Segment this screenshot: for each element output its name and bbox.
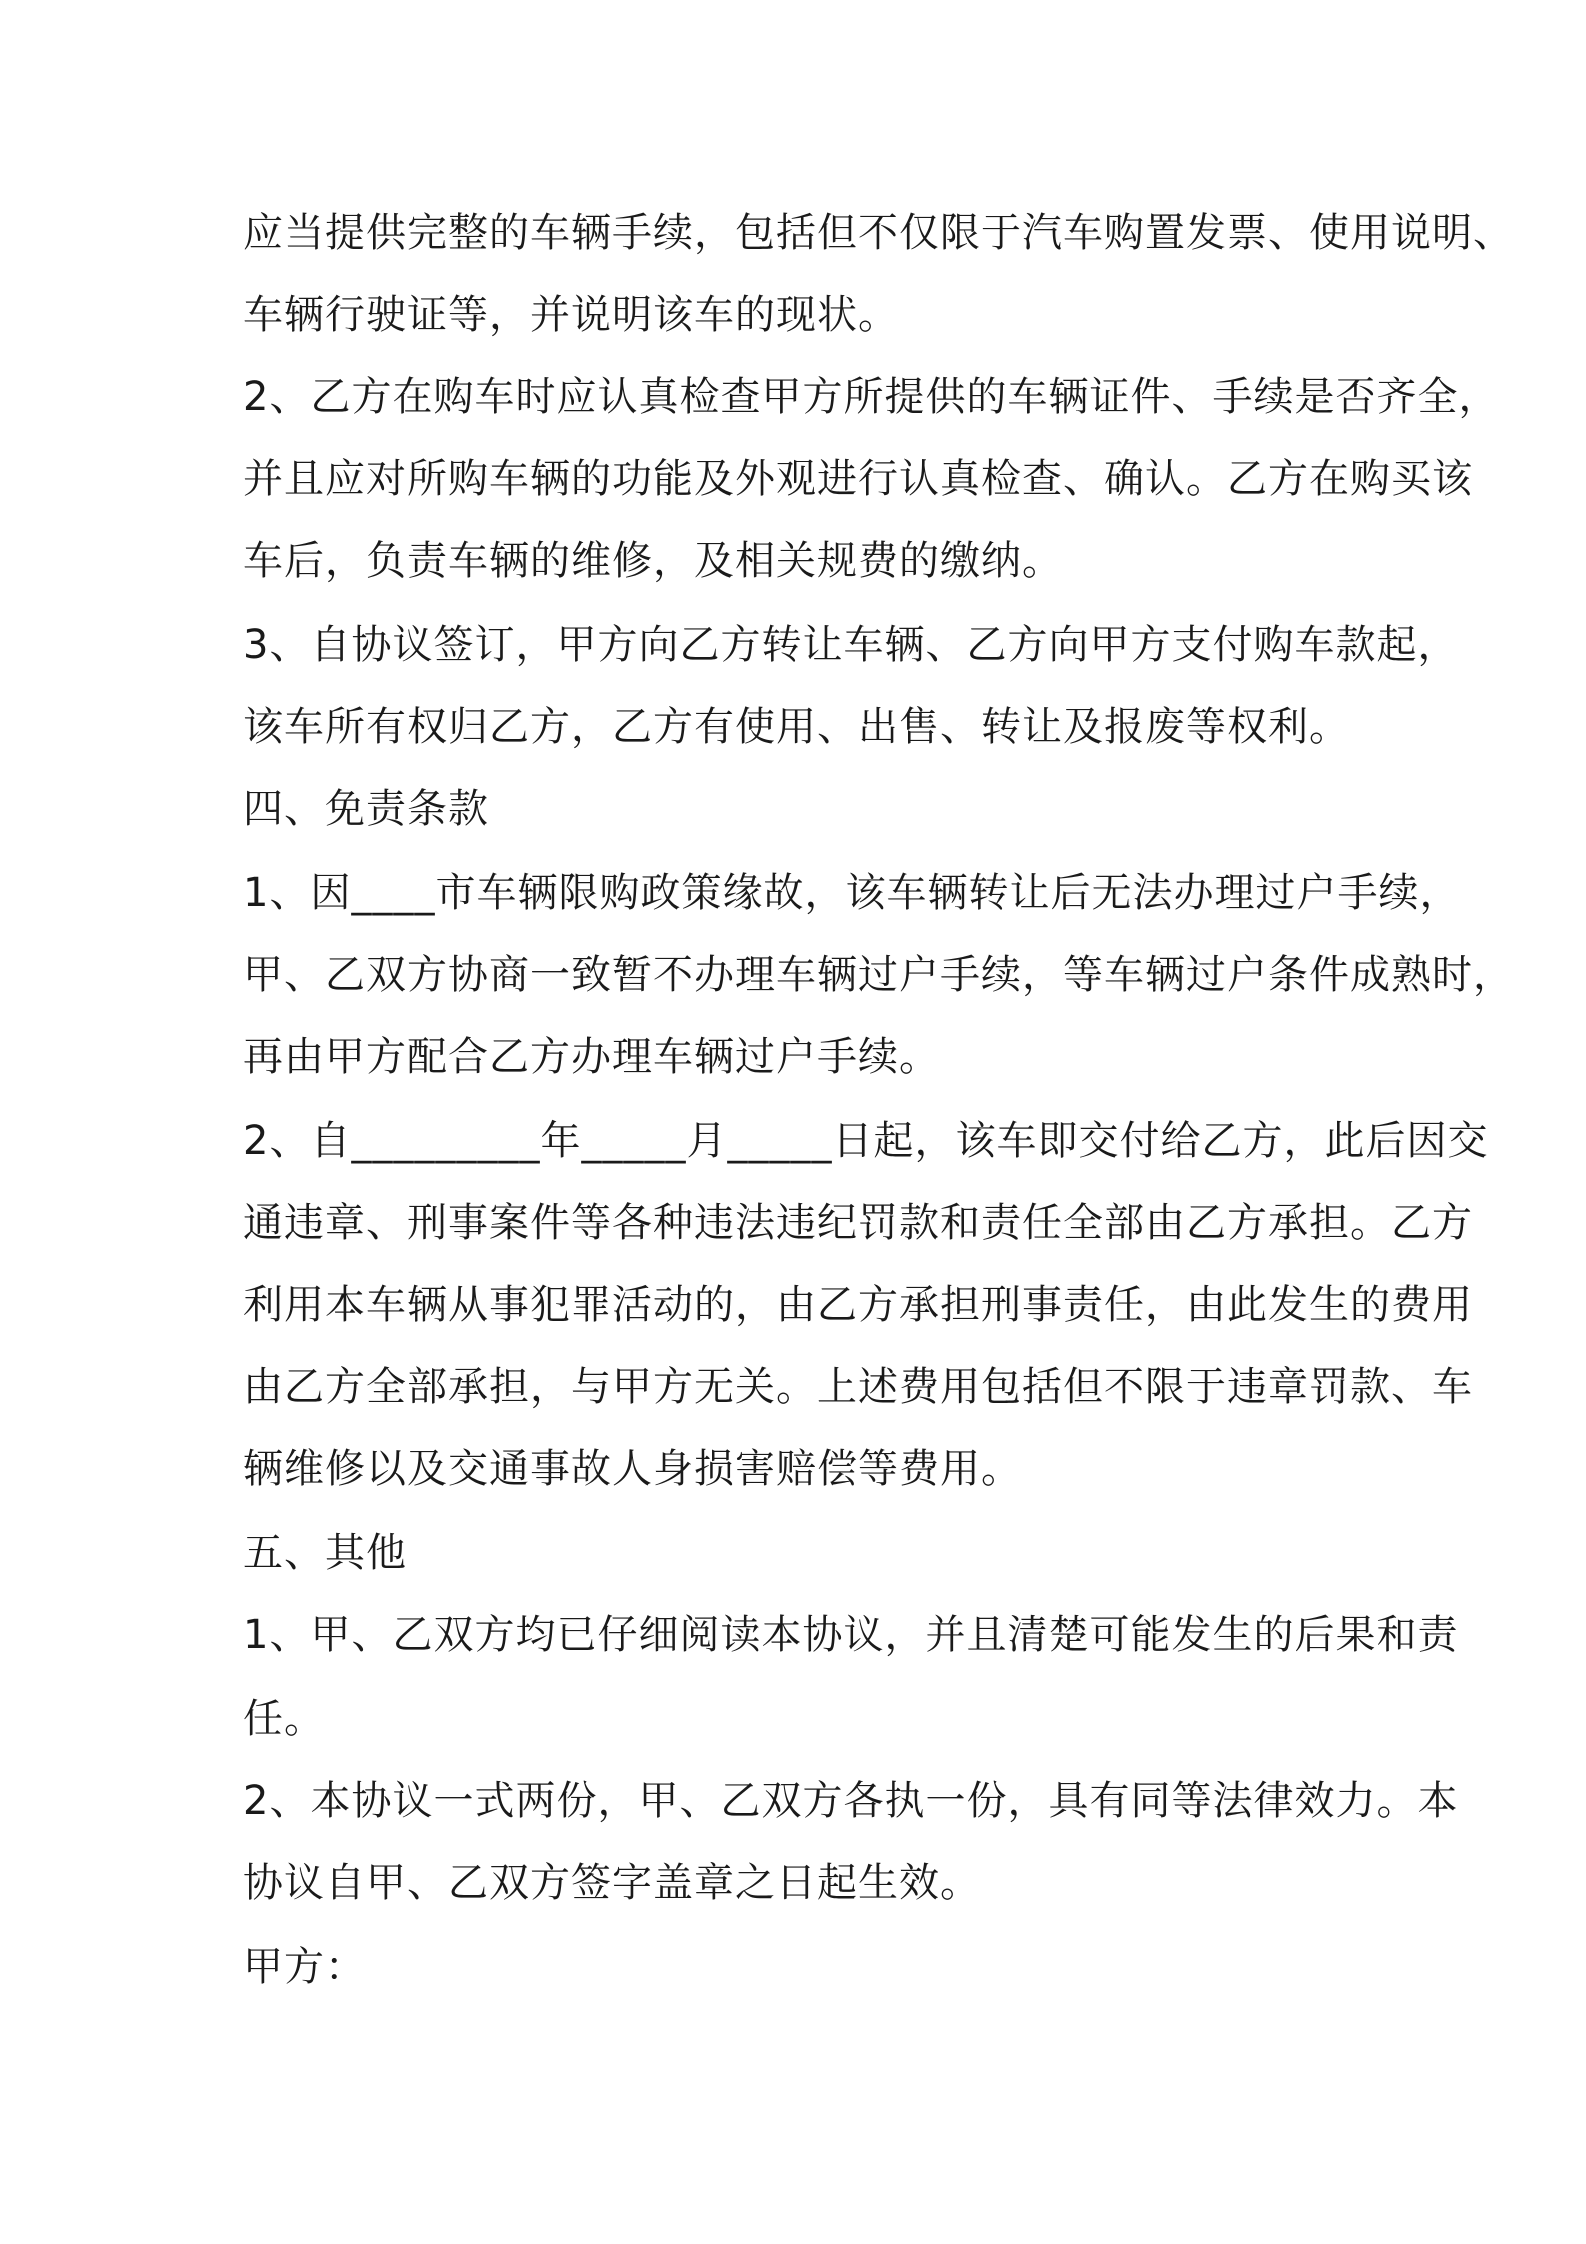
text-line: 协议自甲、乙双方签字盖章之日起生效。 [243,1860,981,1906]
text-line: 利用本车辆从事犯罪活动的，由乙方承担刑事责任，由此发生的费用 [243,1282,1473,1328]
text-line: 该车所有权归乙方，乙方有使用、出售、转让及报废等权利。 [243,704,1350,750]
text-line: 通违章、刑事案件等各种违法违纪罚款和责任全部由乙方承担。乙方 [243,1200,1473,1246]
signature-label: 甲方： [243,1944,366,1990]
text-line: 再由甲方配合乙方办理车辆过户手续。 [243,1034,940,1080]
text-line: 车后，负责车辆的维修，及相关规费的缴纳。 [243,538,1063,584]
text-line: 车辆行驶证等，并说明该车的现状。 [243,292,899,338]
text-line: 1、因____市车辆限购政策缘故，该车辆转让后无法办理过户手续， [243,870,1461,916]
text-line: 1、甲、乙双方均已仔细阅读本协议，并且清楚可能发生的后果和责 [243,1612,1459,1658]
text-line: 2、乙方在购车时应认真检查甲方所提供的车辆证件、手续是否齐全， [243,374,1500,420]
text-line: 3、自协议签订，甲方向乙方转让车辆、乙方向甲方支付购车款起， [243,622,1459,668]
section-heading: 四、免责条款 [243,786,489,832]
text-line: 由乙方全部承担，与甲方无关。上述费用包括但不限于违章罚款、车 [243,1364,1473,1410]
text-line: 任。 [243,1696,325,1742]
text-line: 2、自_________年_____月_____日起，该车即交付给乙方，此后因交 [243,1118,1489,1164]
text-line: 甲、乙双方协商一致暂不办理车辆过户手续，等车辆过户条件成熟时， [243,952,1514,998]
text-line: 并且应对所购车辆的功能及外观进行认真检查、确认。乙方在购买该 [243,456,1473,502]
text-line: 应当提供完整的车辆手续，包括但不仅限于汽车购置发票、使用说明、 [243,210,1514,256]
section-heading: 五、其他 [243,1530,407,1576]
text-line: 2、本协议一式两份，甲、乙双方各执一份，具有同等法律效力。本 [243,1778,1459,1824]
text-line: 辆维修以及交通事故人身损害赔偿等费用。 [243,1446,1022,1492]
